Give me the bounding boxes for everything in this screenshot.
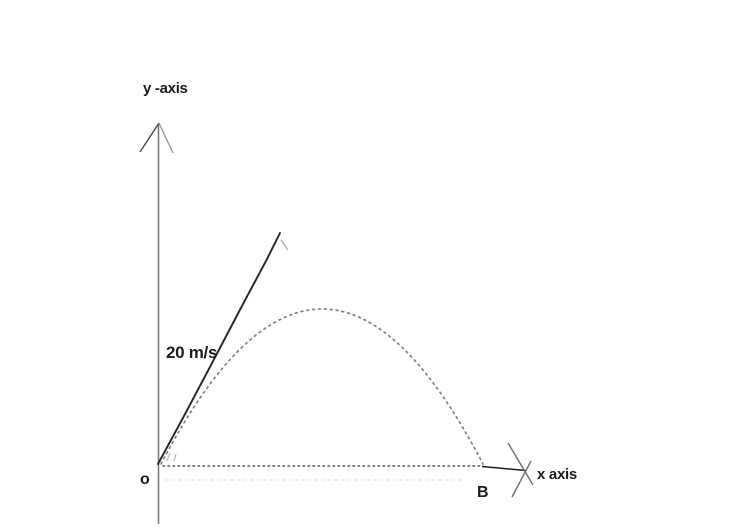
y-axis-arrowhead-right xyxy=(159,123,173,153)
y-axis-label: y -axis xyxy=(143,80,188,97)
velocity-vector-tip-mark xyxy=(281,240,288,250)
point-b-label: B xyxy=(477,484,489,501)
y-axis-arrowhead-left xyxy=(140,123,159,152)
x-axis-label: x axis xyxy=(537,466,577,483)
angle-scribble xyxy=(167,453,176,461)
initial-velocity-label: 20 m/s xyxy=(166,343,218,362)
trajectory-curve xyxy=(161,309,483,464)
origin-label: o xyxy=(140,471,150,488)
x-axis-end-segment xyxy=(482,467,526,471)
